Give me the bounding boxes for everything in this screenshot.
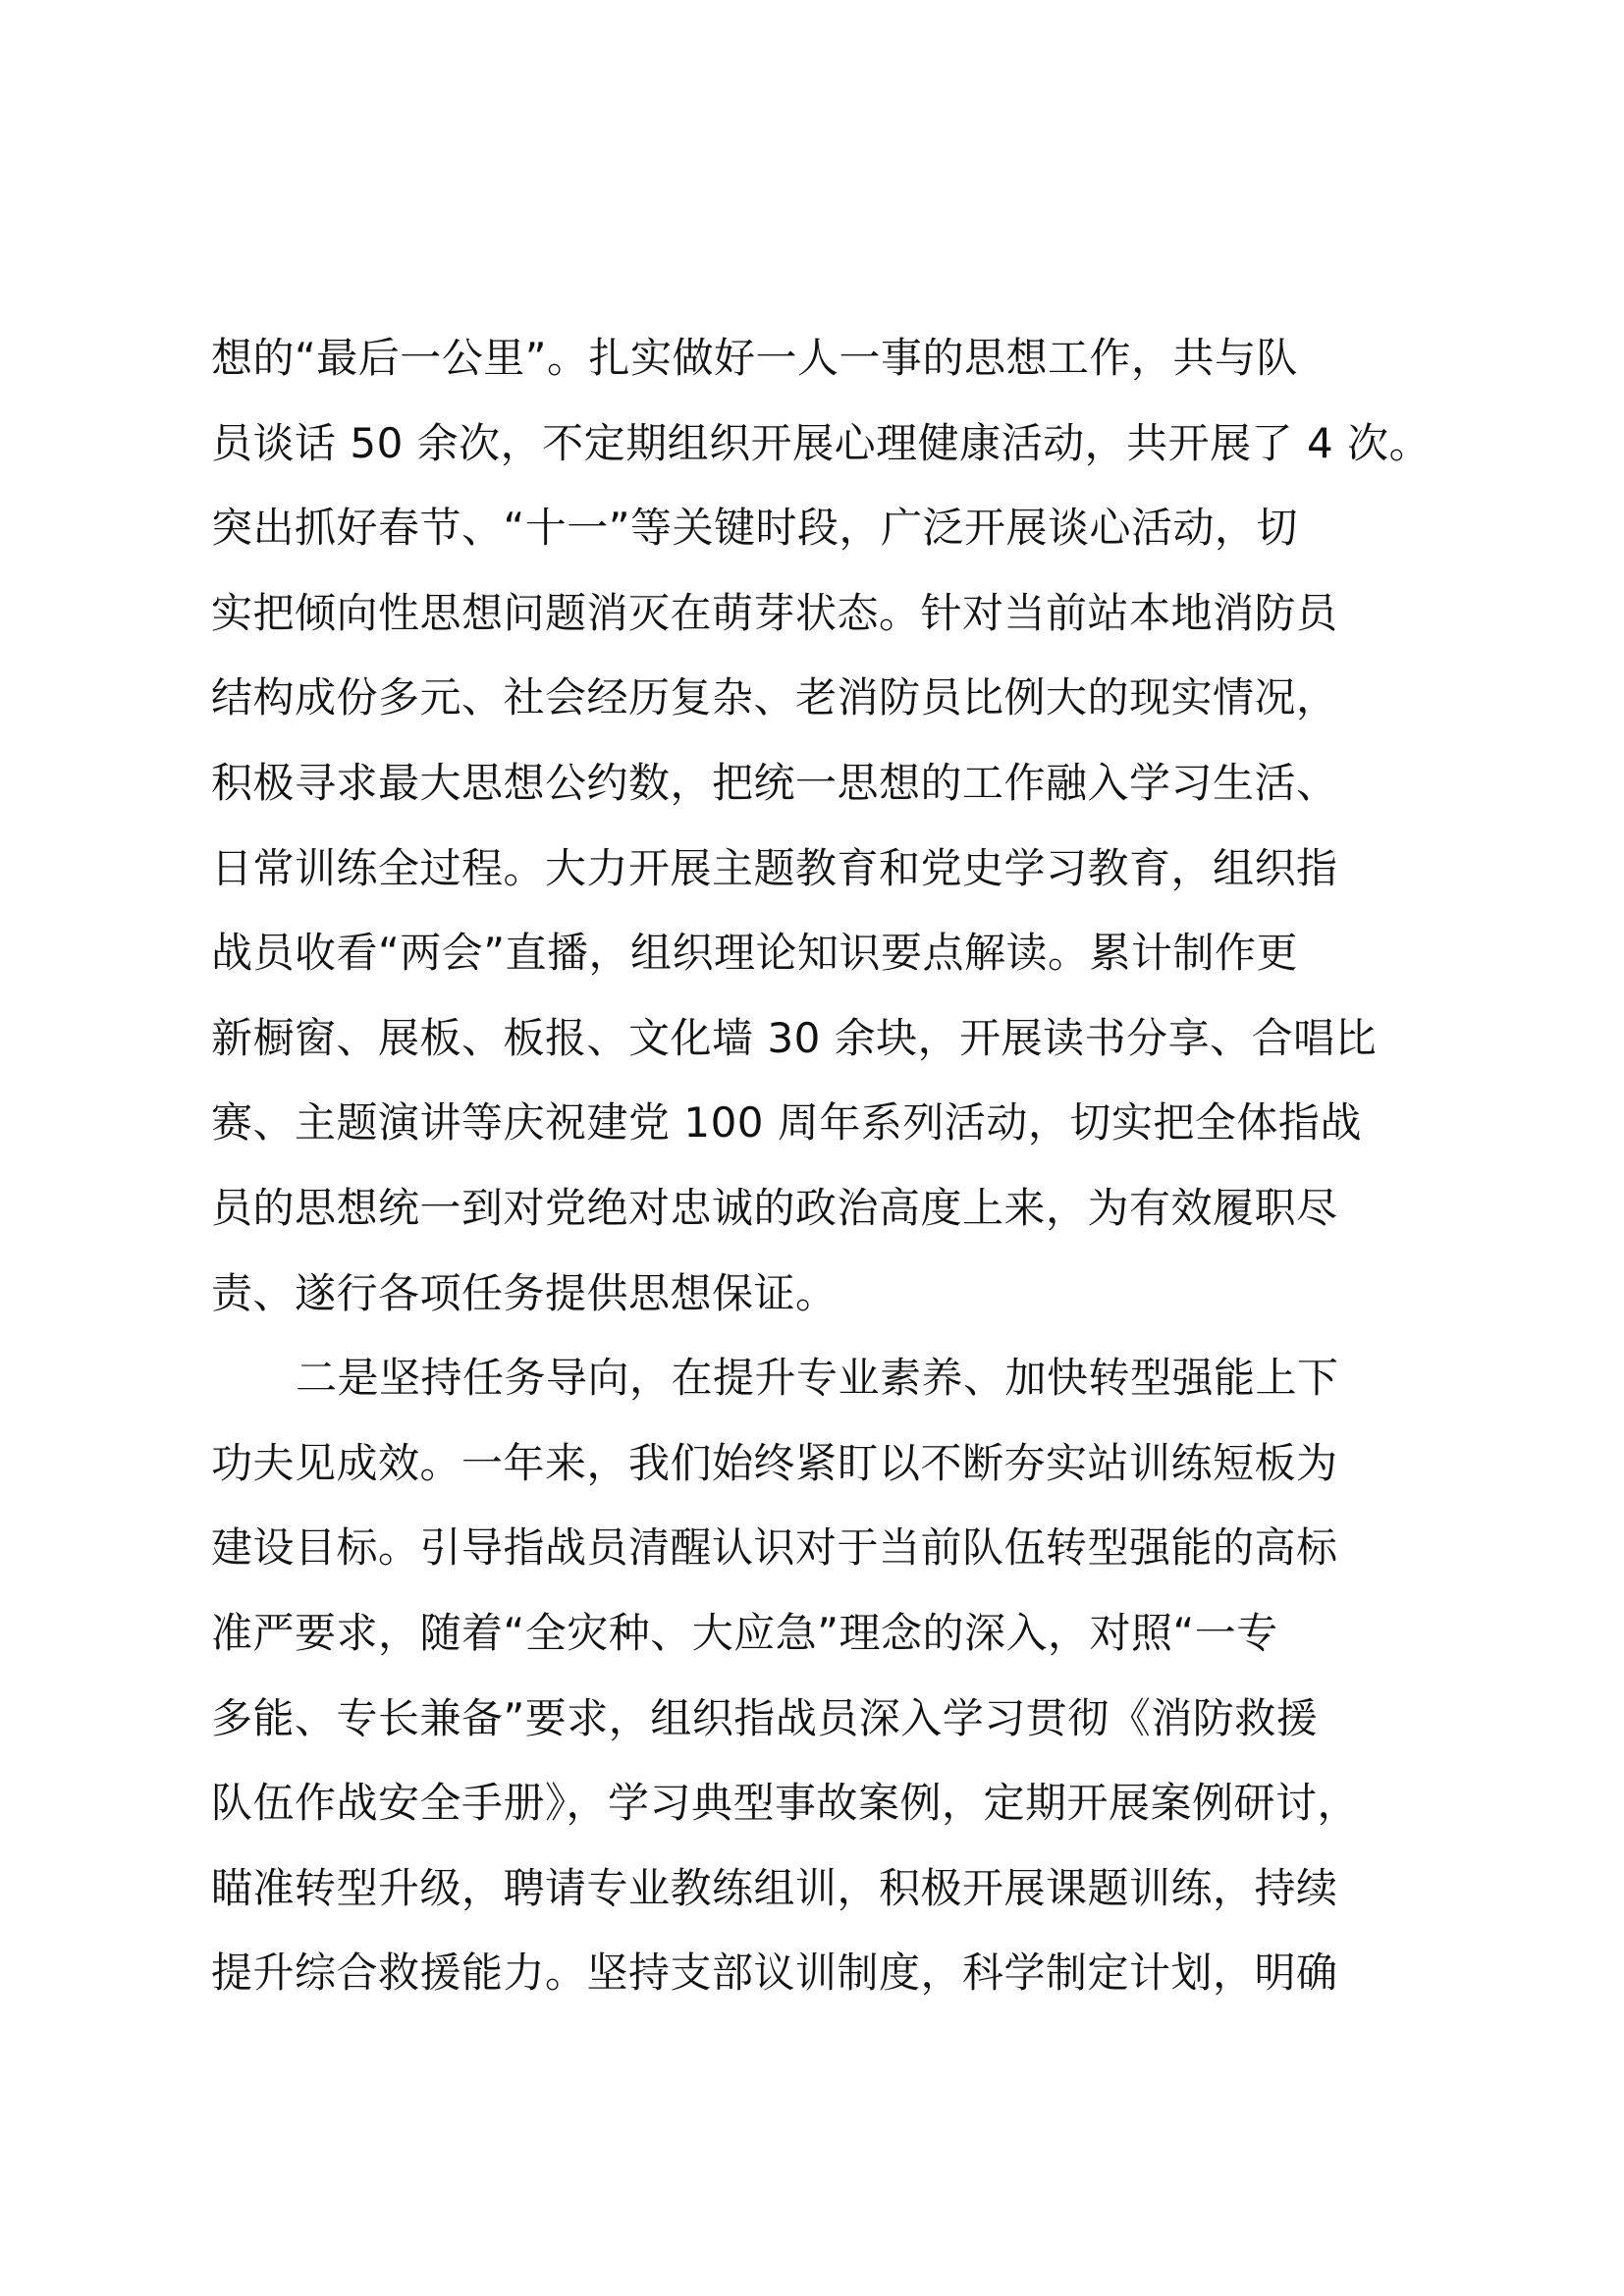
text-line: 员的思想统一到对党绝对忠诚的政治高度上来，为有效履职尽 xyxy=(211,1183,1338,1232)
paragraph-start-line: 二是坚持任务导向，在提升专业素养、加快转型强能上下 xyxy=(296,1354,1339,1403)
text-line: 员谈话 50 余次，不定期组织开展心理健康活动，共开展了 4 次。 xyxy=(211,418,1432,467)
text-line: 功夫见成效。一年来，我们始终紧盯以不断夯实站训练短板为 xyxy=(211,1438,1338,1487)
text-line: 突出抓好春节、“十一”等关键时段，广泛开展谈心活动，切 xyxy=(211,504,1299,553)
text-line: 战员收看“两会”直播，组织理论知识要点解读。累计制作更 xyxy=(211,929,1299,978)
text-line: 实把倾向性思想问题消灭在萌芽状态。针对当前站本地消防员 xyxy=(211,588,1338,637)
text-line: 多能、专长兼备”要求，组织指战员深入学习贯彻《消防救援 xyxy=(211,1693,1319,1742)
text-line: 日常训练全过程。大力开展主题教育和党史学习教育，组织指 xyxy=(211,843,1338,892)
text-line: 建设目标。引导指战员清醒认识对于当前队伍转型强能的高标 xyxy=(211,1523,1338,1573)
text-line: 队伍作战安全手册》，学习典型事故案例，定期开展案例研讨， xyxy=(211,1779,1360,1828)
text-line: 结构成份多元、社会经历复杂、老消防员比例大的现实情况， xyxy=(211,673,1338,722)
document-body xyxy=(211,316,1448,2016)
text-line: 新橱窗、展板、板报、文化墙 30 余块，开展读书分享、合唱比 xyxy=(211,1013,1378,1062)
text-line: 责、遂行各项任务提供思想保证。 xyxy=(211,1268,838,1317)
text-line: 提升综合救援能力。坚持支部议训制度，科学制定计划，明确 xyxy=(211,1949,1338,1998)
text-line: 瞄准转型升级，聘请专业教练组训，积极开展课题训练，持续 xyxy=(211,1863,1338,1912)
text-line: 积极寻求最大思想公约数，把统一思想的工作融入学习生活、 xyxy=(211,758,1338,807)
text-line: 赛、主题演讲等庆祝建党 100 周年系列活动，切实把全体指战 xyxy=(211,1098,1362,1148)
text-line: 准严要求，随着“全灾种、大应急”理念的深入，对照“一专 xyxy=(211,1608,1278,1657)
text-line: 想的“最后一公里”。扎实做好一人一事的思想工作，共与队 xyxy=(211,334,1299,382)
